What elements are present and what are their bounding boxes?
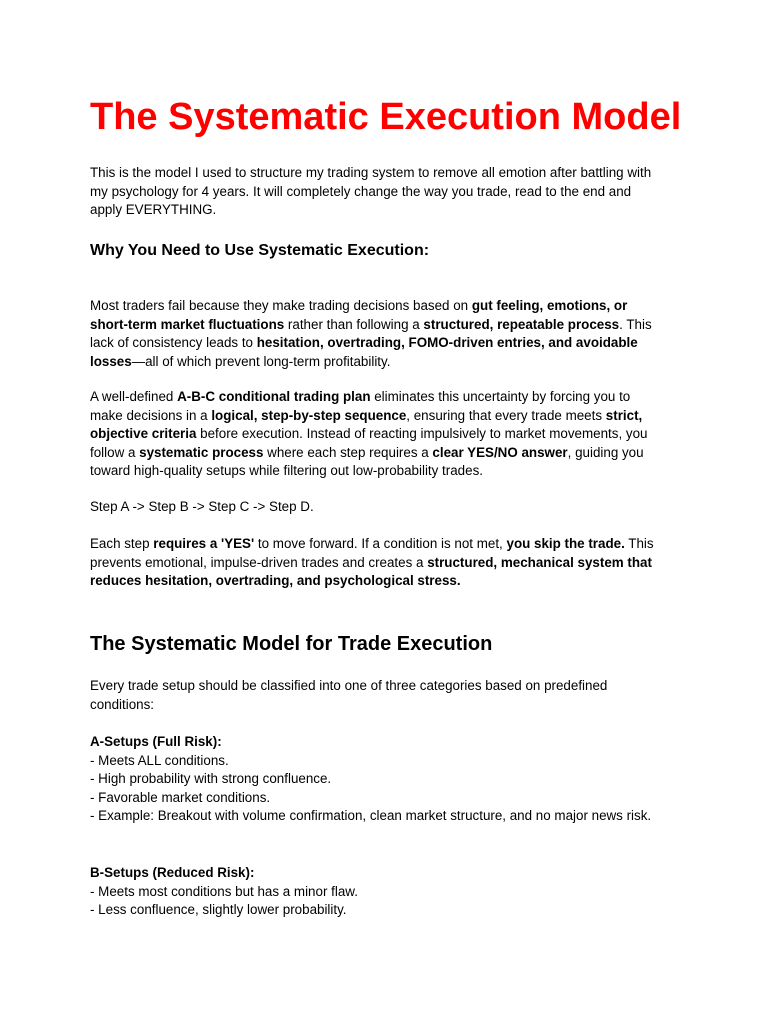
text-run: rather than following a: [284, 316, 424, 332]
bold-run: gut feeling, emotions, or: [471, 298, 628, 313]
bold-run: losses: [90, 353, 132, 369]
bold-run: hesitation, overtrading, FOMO-driven entries, and avoidable: [256, 335, 638, 351]
document-title: The Systematic Execution Model: [90, 96, 682, 138]
paragraph-line: [90, 353, 690, 372]
bold-run: systematic process: [139, 444, 264, 460]
bold-run: objective criteria: [90, 426, 197, 442]
steps-line: Step A -> Step B -> Step C -> Step D.: [90, 499, 314, 514]
text-run: before execution. Instead of reacting impulsively to market movements, you: [196, 426, 648, 442]
list-item: - Less confluence, slightly lower probability.: [90, 902, 347, 918]
bold-run: clear YES/NO answer: [432, 444, 568, 460]
paragraph-line: [90, 462, 690, 481]
text-run: This: [624, 536, 654, 551]
paragraph-line: conditions:: [90, 696, 155, 712]
text-run: where each step requires a: [263, 444, 433, 460]
text-run: A well-defined: [90, 389, 178, 404]
bold-run: you skip the trade.: [506, 536, 625, 551]
paragraph-line: [90, 388, 690, 407]
model-heading: The Systematic Model for Trade Execution: [90, 633, 493, 655]
text-run: to move forward. If a condition is not met,: [254, 536, 507, 551]
text-run: prevents emotional, impulse-driven trades and creates a: [90, 554, 428, 570]
a-setups-section: [90, 733, 690, 826]
paragraph-line: [90, 316, 690, 335]
b-setups-heading: B-Setups (Reduced Risk):: [90, 865, 255, 880]
intro-line: This is the model I used to structure my trading system to remove all emotion after battling with: [90, 165, 652, 180]
list-item: - Favorable market conditions.: [90, 789, 271, 805]
classify-paragraph: [90, 677, 690, 714]
text-run: eliminates this uncertainty by forcing you to: [370, 389, 631, 404]
paragraph-line: [90, 425, 690, 444]
text-run: toward high-quality setups while filtering out low-probability trades.: [90, 463, 483, 479]
bold-run: structured, mechanical system that: [427, 554, 652, 570]
text-run: Each step: [90, 536, 154, 551]
text-run: —all of which prevent long-term profitability.: [131, 353, 391, 369]
bold-run: logical, step-by-step sequence: [211, 407, 407, 423]
intro-paragraph: [90, 164, 690, 220]
why-heading: Why You Need to Use Systematic Execution:: [90, 242, 430, 259]
text-run: make decisions in a: [90, 407, 212, 423]
bold-run: reduces hesitation, overtrading, and psychological stress.: [90, 573, 461, 589]
problem-paragraph: [90, 297, 690, 371]
paragraph-line: [90, 444, 690, 463]
paragraph-line: [90, 535, 690, 554]
paragraph-line: Every trade setup should be classified into one of three categories based on predefined: [90, 678, 608, 693]
paragraph-line: [90, 334, 690, 353]
bold-run: structured, repeatable process: [423, 316, 620, 332]
paragraph-line: [90, 297, 690, 316]
text-run: Most traders fail because they make trading decisions based on: [90, 298, 472, 313]
list-item: - High probability with strong confluence.: [90, 771, 332, 787]
paragraph-line: [90, 554, 690, 573]
text-run: , guiding you: [567, 444, 644, 460]
text-run: , ensuring that every trade meets: [406, 407, 606, 423]
list-item: - Meets ALL conditions.: [90, 752, 229, 768]
bold-run: requires a 'YES': [153, 536, 255, 551]
a-setups-heading: A-Setups (Full Risk):: [90, 734, 222, 749]
yes-paragraph: [90, 535, 690, 591]
bold-run: A-B-C conditional trading plan: [177, 389, 371, 404]
intro-line: my psychology for 4 years. It will completely change the way you trade, read to the end and: [90, 183, 632, 199]
intro-line: apply EVERYTHING.: [90, 202, 217, 218]
text-run: . This: [619, 316, 652, 332]
bold-run: short-term market fluctuations: [90, 316, 285, 332]
bold-run: strict,: [605, 407, 643, 423]
text-run: lack of consistency leads to: [90, 335, 257, 351]
paragraph-line: [90, 572, 690, 591]
b-setups-section: [90, 864, 690, 920]
text-run: follow a: [90, 444, 140, 460]
list-item: - Meets most conditions but has a minor flaw.: [90, 883, 358, 899]
plan-paragraph: [90, 388, 690, 481]
paragraph-line: [90, 407, 690, 426]
list-item: - Example: Breakout with volume confirmation, clean market structure, and no major news risk.: [90, 808, 652, 824]
